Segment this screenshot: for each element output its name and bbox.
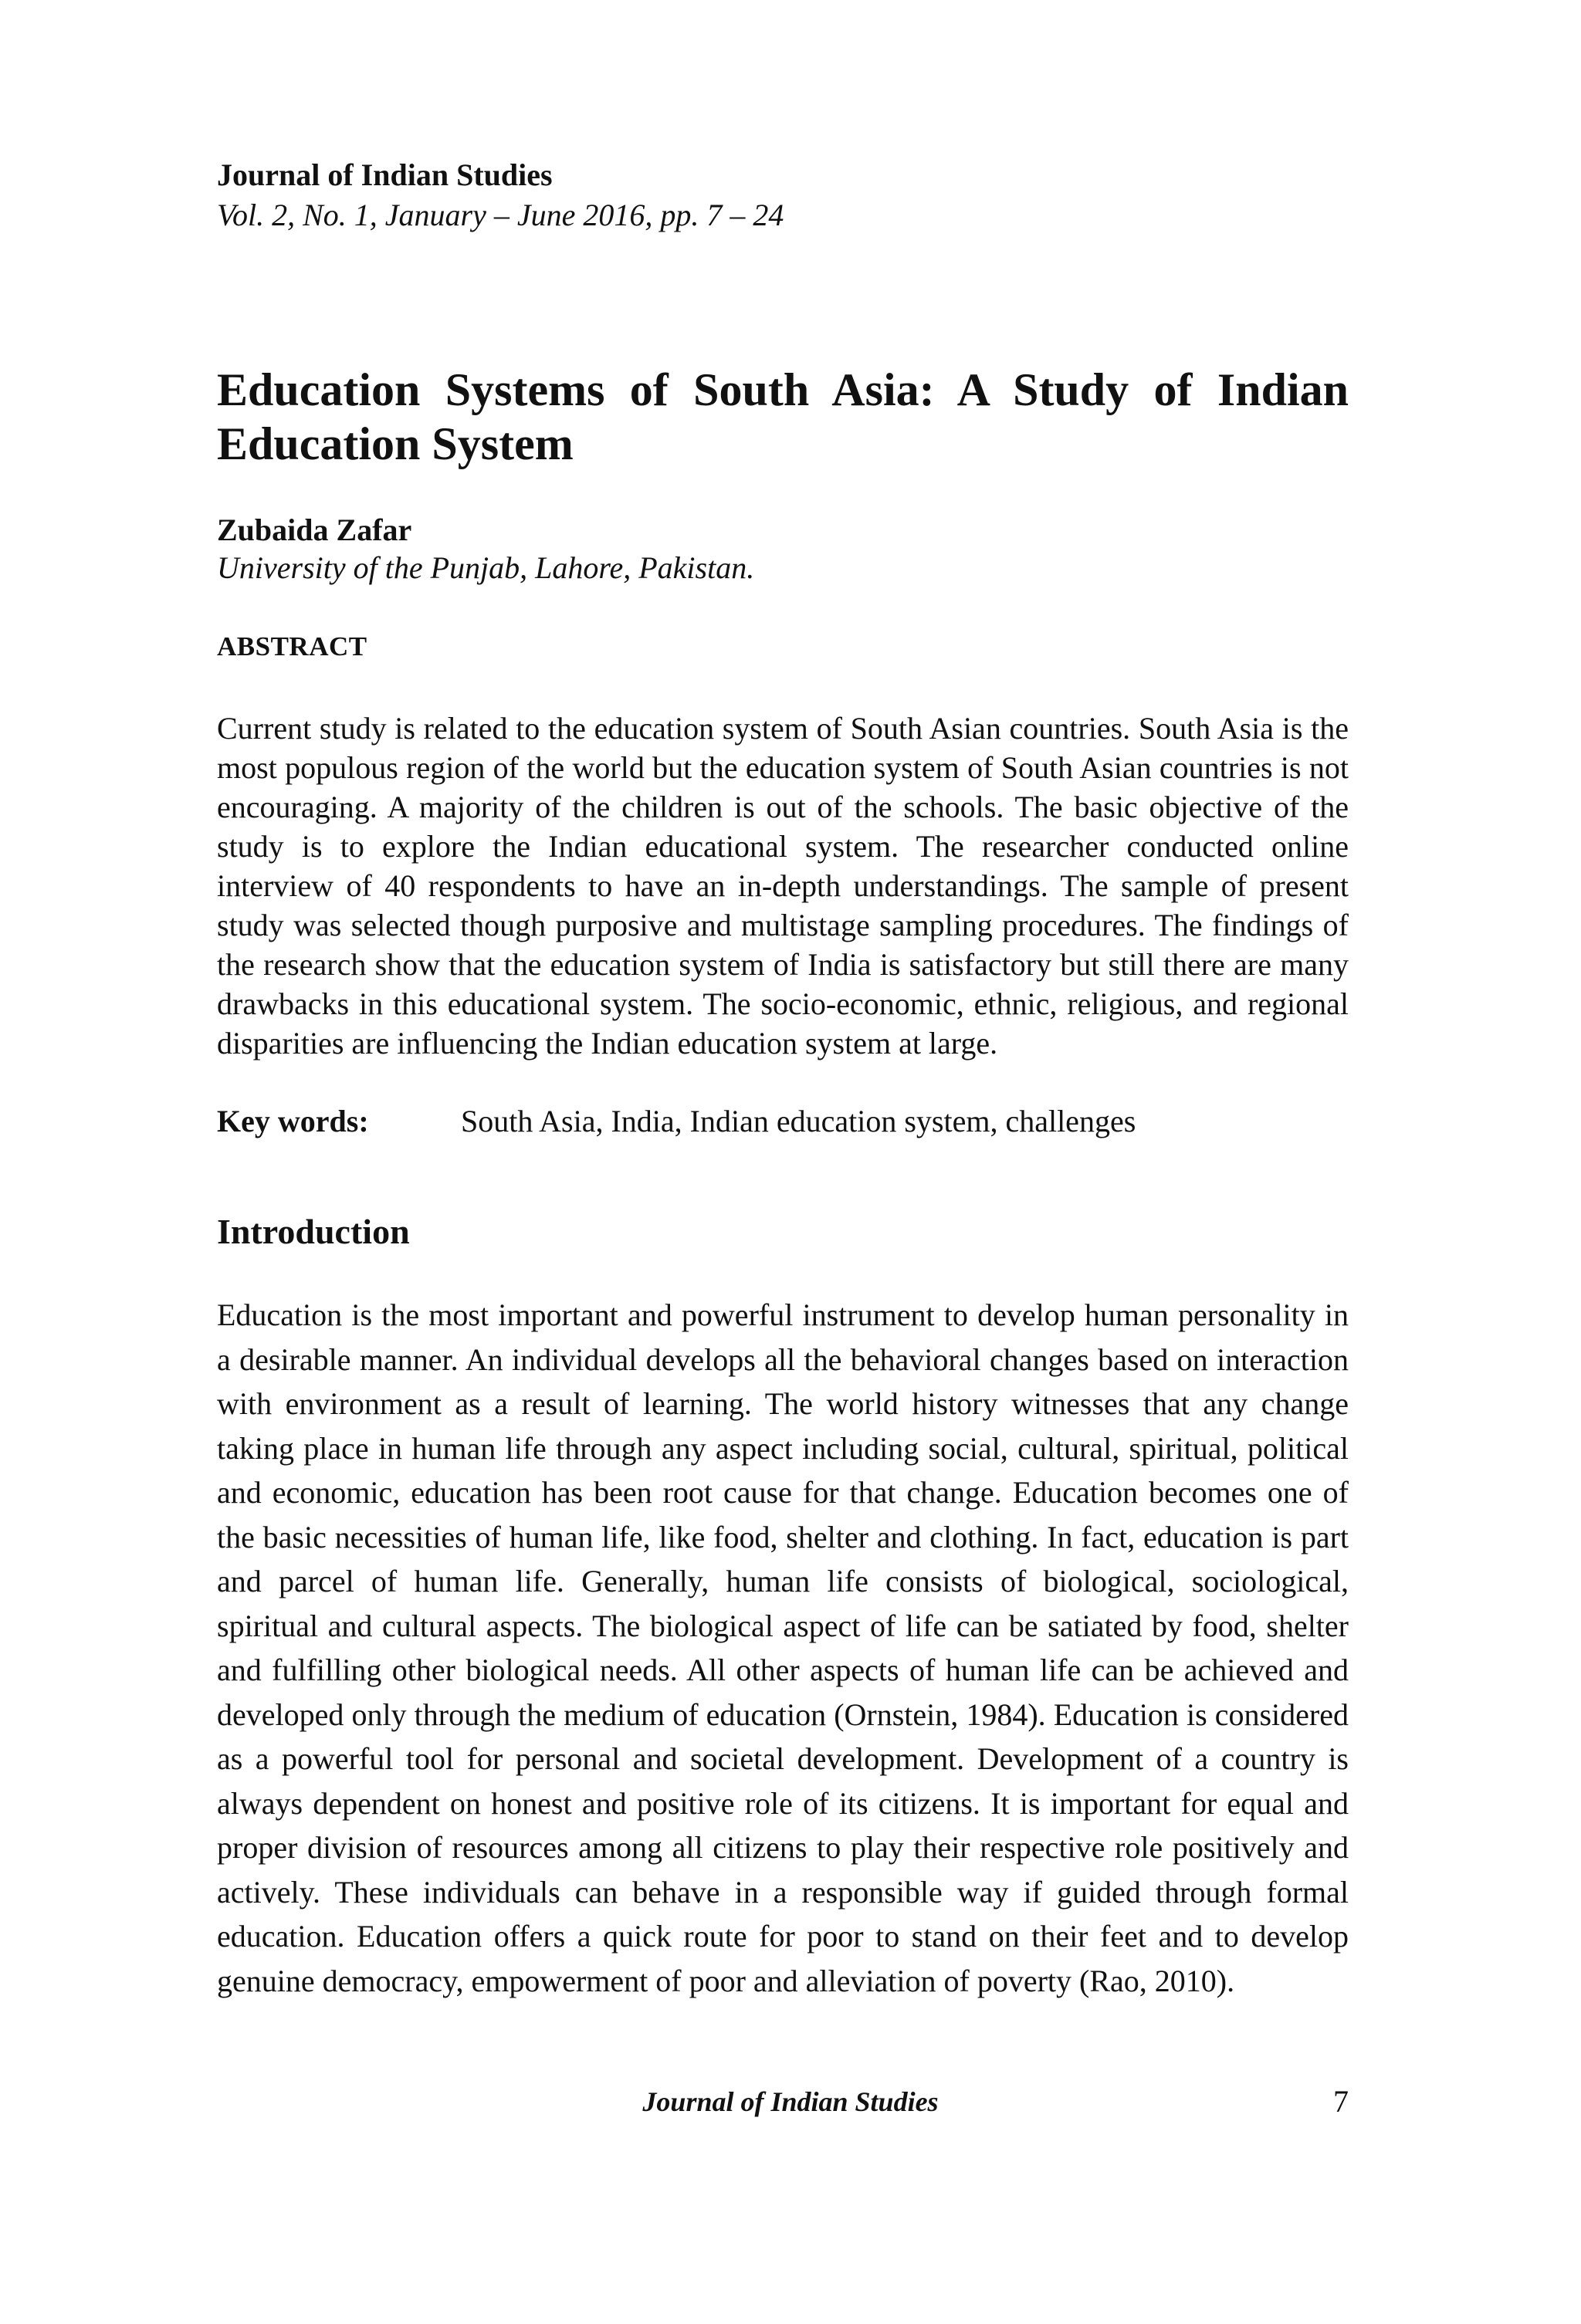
footer-journal-name: Journal of Indian Studies bbox=[642, 2086, 939, 2117]
introduction-heading: Introduction bbox=[217, 1212, 410, 1251]
keywords-list: South Asia, India, Indian education system, challenges bbox=[461, 1104, 1136, 1138]
abstract-text: Current study is related to the education system of South Asian countries. South Asia is the most populous region of the world but the education system of South Asian countries is not encouraging. A majority of the children is out of the schools. The basic objective of the study is to explore the Indian educational system. The researcher conducted online interview of 40 respondents to have an in-depth understandings. The sample of present study was selected though purposive and multistage sampling procedures. The findings of the research show that the education system of India is satisfactory but still there are many drawbacks in this educational system. The socio-economic, ethnic, religious, and regional disparities are influencing the Indian education system at large. bbox=[217, 711, 1349, 1061]
author-name: Zubaida Zafar bbox=[217, 512, 412, 547]
keywords-label: Key words: bbox=[217, 1104, 369, 1138]
keywords-line bbox=[217, 1101, 1349, 1141]
introduction-text: Education is the most important and powerful instrument to develop human personality in a desirable manner. An individual develops all the behavioral changes based on interaction with environment as a result of learning. The world history witnesses that any change taking place in human life through any aspect including social, cultural, spiritual, political and economic, education has been root cause for that change. Education becomes one of the basic necessities of human life, like food, shelter and clothing. In fact, education is part and parcel of human life. Generally, human life consists of biological, sociological, spiritual and cultural aspects. The biological aspect of life can be satiated by food, shelter and fulfilling other biological needs. All other aspects of human life can be achieved and developed only through the medium of education (Ornstein, 1984). Education is considered as a powerful tool for personal and societal development. Development of a country is always dependent on honest and positive role of its citizens. It is important for equal and proper division of resources among all citizens to play their respective role positively and actively. These individuals can behave in a responsible way if guided through formal education. Education offers a quick route for poor to stand on their feet and to develop genuine democracy, empowerment of poor and alleviation of poverty (Rao, 2010). bbox=[217, 1297, 1349, 1998]
author-affiliation: University of the Punjab, Lahore, Pakistan. bbox=[217, 550, 755, 585]
page-number: 7 bbox=[1333, 2084, 1349, 2119]
journal-name: Journal of Indian Studies bbox=[217, 157, 553, 192]
volume-info: Vol. 2, No. 1, January – June 2016, pp. 7 – 24 bbox=[217, 198, 784, 232]
article-title: Education Systems of South Asia: A Study of Indian Education System bbox=[217, 364, 1349, 469]
abstract-heading: ABSTRACT bbox=[217, 631, 367, 661]
